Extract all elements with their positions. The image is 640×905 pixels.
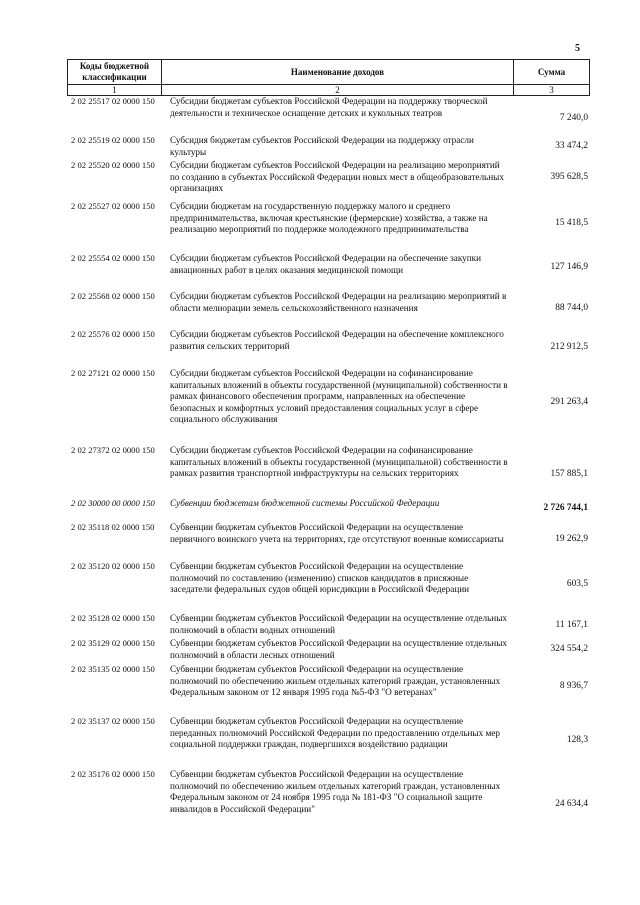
- row-amount: 88 744,0: [555, 303, 588, 313]
- row-code: 2 02 35176 02 0000 150: [71, 769, 155, 779]
- row-code: 2 02 27372 02 0000 150: [71, 445, 155, 455]
- row-code: 2 02 27121 02 0000 150: [71, 368, 155, 378]
- row-code: 2 02 30000 00 0000 150: [71, 498, 155, 508]
- row-code: 2 02 25554 02 0000 150: [71, 253, 155, 263]
- column-number-2: 2: [162, 85, 514, 95]
- row-amount: 11 167,1: [555, 620, 588, 630]
- row-name: Субвенции бюджетам субъектов Российской Федерации на осуществление полномочий по обеспечению жильем отдельных категорий граждан, установленных Федеральным законом от 12 января 1995 года №5-ФЗ "О ветеранах": [170, 664, 501, 698]
- table-header: [67, 59, 590, 85]
- page-number: 5: [575, 43, 580, 54]
- row-name: Субсидии бюджетам субъектов Российской Федерации на реализацию мероприятий по созданию в субъектах Российской Федерации новых мест в общеобразовательных организациях: [170, 160, 504, 194]
- row-code: 2 02 35137 02 0000 150: [71, 716, 155, 726]
- row-code: 2 02 35128 02 0000 150: [71, 613, 155, 623]
- row-name: Субсидии бюджетам субъектов Российской Федерации на обеспечение комплексного развития сельских территорий: [170, 329, 504, 351]
- row-code: 2 02 25519 02 0000 150: [71, 135, 155, 145]
- row-amount: 15 418,5: [555, 218, 588, 228]
- row-name: Субвенции бюджетам субъектов Российской Федерации на осуществление отдельных полномочий в области водных отношений: [170, 613, 507, 635]
- row-code: 2 02 25517 02 0000 150: [71, 96, 155, 106]
- row-name: Субвенции бюджетам субъектов Российской Федерации на осуществление первичного воинского учета на территориях, где отсутствуют военные комиссариаты: [170, 522, 504, 544]
- header-sum: Сумма: [537, 66, 566, 77]
- row-amount: 128,3: [566, 735, 588, 745]
- row-name: Субсидии бюджетам субъектов Российской Федерации на софинансирование капитальных вложений в объекты государственной (муниципальной) собственности в рамках развития транспортной инфраструктуры на сельских территориях: [170, 445, 508, 479]
- row-amount: 33 474,2: [555, 141, 588, 151]
- row-amount: 324 554,2: [550, 644, 588, 654]
- header-codes: Коды бюджетной классификации: [68, 60, 162, 84]
- row-name: Субвенции бюджетам субъектов Российской Федерации на осуществление полномочий по составлению (изменению) списков кандидатов в присяжные заседатели федеральных судов общей юрисдикции в Российской Федерации: [170, 561, 470, 595]
- row-name: Субсидия бюджетам субъектов Российской Федерации на поддержку отрасли культуры: [170, 135, 474, 157]
- row-code: 2 02 25568 02 0000 150: [71, 291, 155, 301]
- row-amount: 127 146,9: [550, 262, 588, 272]
- row-amount: 2 726 744,1: [543, 503, 588, 513]
- row-name: Субвенции бюджетам субъектов Российской Федерации на осуществление полномочий по обеспечению жильем отдельных категорий граждан, установленных Федеральным законом от 24 ноября 1995 года № 181-ФЗ "О социальной защите инвалидов в Российской Федерации": [170, 769, 501, 814]
- row-code: 2 02 35129 02 0000 150: [71, 638, 155, 648]
- row-amount: 8 936,7: [559, 681, 588, 691]
- row-code: 2 02 35120 02 0000 150: [71, 561, 155, 571]
- row-amount: 19 262,9: [555, 534, 588, 544]
- row-name: Субсидии бюджетам субъектов Российской Федерации на софинансирование капитальных вложений в объекты государственной (муниципальной) собственности в рамках финансового обеспечения программ, направленных на обеспечение безопасных и комфортных условий предоставления социальных услуг в сфере социального обслуживания: [170, 368, 508, 425]
- header-name: Наименование доходов: [162, 60, 514, 84]
- row-amount: 603,5: [566, 579, 588, 589]
- row-code: 2 02 35118 02 0000 150: [71, 522, 155, 532]
- row-amount: 395 628,5: [550, 172, 588, 182]
- row-name: Субсидии бюджетам субъектов Российской Федерации на реализацию мероприятий в области мелиорации земель сельскохозяйственного назначения: [170, 291, 507, 313]
- row-amount: 7 240,0: [559, 113, 588, 123]
- column-number-1: 1: [68, 85, 162, 95]
- row-amount: 212 912,5: [550, 342, 588, 352]
- row-code: 2 02 25527 02 0000 150: [71, 201, 155, 211]
- row-name: Субсидии бюджетам субъектов Российской Федерации на поддержку творческой деятельности и техническое оснащение детских и кукольных театров: [170, 96, 488, 118]
- row-name: Субсидии бюджетам субъектов Российской Федерации на обеспечение закупки авиационных работ в целях оказания медицинской помощи: [170, 253, 482, 275]
- row-code: 2 02 35135 02 0000 150: [71, 664, 155, 674]
- row-amount: 291 263,4: [550, 397, 588, 407]
- column-number-3: 3: [549, 85, 554, 95]
- row-name: Субвенции бюджетам субъектов Российской Федерации на осуществление переданных полномочий Российской Федерации по предоставлению отдельных мер социальной поддержки граждан, подвергшихся воздействию радиации: [170, 716, 500, 750]
- row-amount: 24 634,4: [555, 799, 588, 809]
- row-code: 2 02 25576 02 0000 150: [71, 329, 155, 339]
- row-name: Субсидии бюджетам на государственную поддержку малого и среднего предпринимательства, включая крестьянские (фермерские) хозяйства, а также на реализацию мероприятий по поддержке молодежного предпринимательства: [170, 201, 488, 235]
- row-name: Субвенции бюджетам субъектов Российской Федерации на осуществление отдельных полномочий в области лесных отношений: [170, 638, 507, 660]
- row-name: Субвенции бюджетам бюджетной системы Российской Федерации: [170, 498, 440, 508]
- revenue-table: [67, 59, 590, 814]
- row-code: 2 02 25520 02 0000 150: [71, 160, 155, 170]
- row-amount: 157 885,1: [550, 469, 588, 479]
- column-numbers: [67, 85, 590, 96]
